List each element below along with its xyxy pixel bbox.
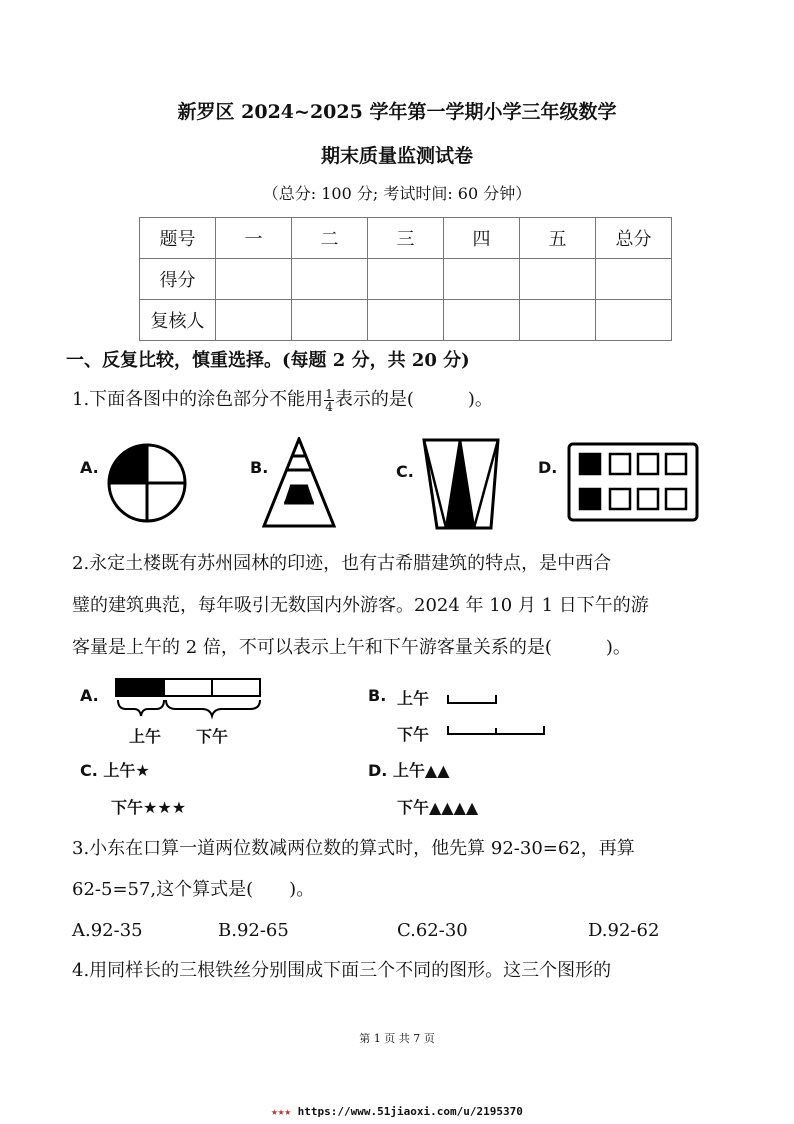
table-cell[interactable] — [444, 259, 520, 300]
fraction-denominator: 4 — [325, 399, 333, 414]
q2-option-a-label: A. — [80, 686, 99, 705]
q1-option-c-trapezoid — [420, 437, 502, 532]
q1-option-c-label: C. — [396, 462, 414, 481]
table-cell[interactable] — [292, 259, 368, 300]
shaded-segment — [116, 679, 164, 696]
fraction-one-quarter — [324, 388, 334, 413]
table-cell[interactable] — [520, 300, 596, 341]
table-cell[interactable] — [292, 300, 368, 341]
empty-square — [666, 489, 686, 509]
table-row — [140, 300, 672, 341]
table-cell[interactable] — [596, 300, 672, 341]
table-cell[interactable] — [444, 300, 520, 341]
q2-option-a-bar-diagram — [112, 676, 264, 722]
table-cell: 一 — [216, 218, 292, 259]
shaded-triangle — [446, 444, 474, 528]
q2-option-d-morning: D. 上午▲▲ — [368, 761, 450, 780]
q2-option-b-label: B. — [368, 686, 387, 705]
table-cell: 四 — [444, 218, 520, 259]
q3-option-c: C.62-30 — [397, 920, 468, 941]
brace-morning — [118, 700, 164, 716]
q2-b-afternoon-label: 下午 — [397, 725, 430, 744]
q3-option-d: D.92-62 — [588, 920, 660, 941]
brace-afternoon — [166, 700, 260, 716]
table-cell: 二 — [292, 218, 368, 259]
table-cell: 五 — [520, 218, 596, 259]
q1-option-a-circle — [106, 442, 188, 524]
question-2-line1: 2.永定土楼既有苏州园林的印迹，也有古希腊建筑的特点，是中西合 — [72, 553, 612, 574]
table-row — [140, 218, 672, 259]
source-url-text: https://www.51jiaoxi.com/u/2195370 — [297, 1105, 523, 1118]
table-cell[interactable] — [520, 259, 596, 300]
question-1-text-after: 表示的是( )。 — [334, 389, 493, 410]
empty-square — [638, 489, 658, 509]
shaded-square — [580, 454, 600, 474]
q2-option-d-afternoon: 下午▲▲▲▲ — [397, 798, 479, 817]
table-cell: 三 — [368, 218, 444, 259]
score-table — [139, 217, 672, 341]
q3-option-b: B.92-65 — [218, 920, 289, 941]
table-cell[interactable] — [368, 259, 444, 300]
question-2-line2: 璧的建筑典范，每年吸引无数国内外游客。2024 年 10 月 1 日下午的游 — [72, 595, 649, 616]
page-number: 第 1 页 共 7 页 — [359, 1032, 435, 1045]
q1-option-b-label: B. — [250, 458, 269, 477]
source-url — [0, 1105, 794, 1118]
section-1-heading: 一、反复比较，慎重选择。(每题 2 分，共 20 分) — [66, 350, 470, 371]
table-cell[interactable] — [216, 259, 292, 300]
q1-option-a-label: A. — [80, 458, 99, 477]
question-1 — [72, 381, 722, 419]
shaded-square — [580, 489, 600, 509]
table-cell[interactable] — [216, 300, 292, 341]
exam-title-line1: 新罗区 2024~2025 学年第一学期小学三年级数学 — [177, 101, 617, 123]
q2-b-morning-segment — [445, 692, 505, 706]
q1-option-d-grid — [566, 441, 700, 525]
fraction-numerator: 1 — [325, 386, 333, 401]
question-3-line1: 3.小东在口算一道两位数减两位数的算式时，他先算 92-30=62，再算 — [72, 838, 635, 859]
exam-subtitle: （总分: 100 分; 考试时间: 60 分钟） — [262, 184, 532, 203]
empty-square — [610, 454, 630, 474]
question-3-line2: 62-5=57,这个算式是( )。 — [72, 879, 315, 900]
table-cell: 总分 — [596, 218, 672, 259]
table-cell[interactable] — [368, 300, 444, 341]
q2-option-c-afternoon: 下午★★★ — [111, 798, 187, 817]
empty-square — [610, 489, 630, 509]
empty-square — [638, 454, 658, 474]
q2-b-afternoon-segment — [445, 723, 549, 737]
q1-option-b-triangle — [262, 437, 336, 529]
table-cell: 复核人 — [140, 300, 216, 341]
q3-option-a: A.92-35 — [72, 920, 143, 941]
empty-square — [666, 454, 686, 474]
exam-title-line2: 期末质量监测试卷 — [320, 145, 473, 167]
table-cell: 题号 — [140, 218, 216, 259]
q1-option-d-label: D. — [538, 458, 558, 477]
table-cell: 得分 — [140, 259, 216, 300]
question-1-text-before: 1.下面各图中的涂色部分不能用 — [72, 389, 324, 410]
shaded-band — [284, 486, 314, 503]
segment-line — [448, 695, 496, 703]
question-2-line3: 客量是上午的 2 倍，不可以表示上午和下午游客量关系的是( )。 — [72, 637, 631, 658]
table-row — [140, 259, 672, 300]
table-cell[interactable] — [596, 259, 672, 300]
q2-b-morning-label: 上午 — [397, 689, 430, 708]
watermark-mark: ★★★ — [271, 1105, 298, 1118]
q2-option-c-morning: C. 上午★ — [80, 761, 150, 780]
q2-a-morning-label: 上午 — [129, 727, 162, 746]
q2-a-afternoon-label: 下午 — [196, 727, 229, 746]
triangle-outline — [264, 439, 334, 526]
question-4-line1: 4.用同样长的三根铁丝分别围成下面三个不同的图形。这三个图形的 — [72, 960, 612, 981]
